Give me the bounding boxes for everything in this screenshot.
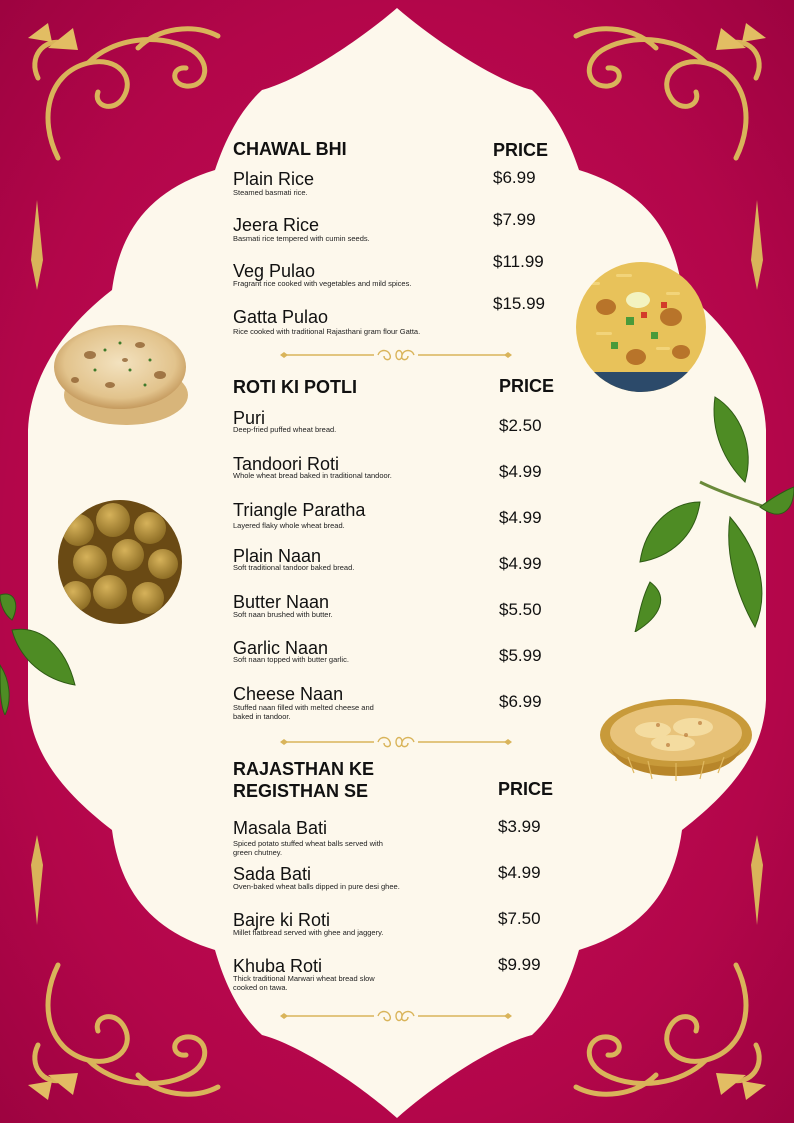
item-name: Khuba Roti bbox=[233, 956, 323, 976]
section-title-rajasthan-line2: REGISTHAN SE bbox=[233, 781, 369, 801]
tomato-leaf-right bbox=[630, 392, 794, 632]
item-price: $6.99 bbox=[499, 692, 542, 711]
gold-divider bbox=[280, 1008, 512, 1024]
section-title-roti: ROTI KI POTLI bbox=[233, 377, 357, 397]
item-name: Masala Bati bbox=[233, 818, 328, 838]
item-name: Butter Naan bbox=[233, 592, 330, 612]
item-description: Soft naan topped with butter garlic. bbox=[233, 655, 349, 664]
item-description: Deep-fried puffed wheat bread. bbox=[233, 425, 337, 434]
section-title-chawal: CHAWAL BHI bbox=[233, 139, 347, 159]
item-price: $4.99 bbox=[499, 508, 542, 527]
item-description: Stuffed naan filled with melted cheese and baked in tandoor. bbox=[233, 703, 374, 721]
item-name: Jeera Rice bbox=[233, 215, 320, 235]
gold-spike-left-bottom bbox=[30, 835, 44, 925]
item-description: Soft naan brushed with butter. bbox=[233, 610, 333, 619]
item-description: Whole wheat bread baked in traditional tandoor. bbox=[233, 471, 392, 480]
price-heading: PRICE bbox=[498, 779, 554, 799]
item-price: $15.99 bbox=[493, 294, 545, 313]
tomato-leaf-left bbox=[0, 585, 80, 715]
gold-divider bbox=[280, 347, 512, 363]
gold-spike-right-top bbox=[750, 200, 764, 290]
item-name: Garlic Naan bbox=[233, 638, 329, 658]
item-description: Thick traditional Marwari wheat bread slow cooked on tawa. bbox=[233, 974, 375, 992]
item-description: Rice cooked with traditional Rajasthani gram flour Gatta. bbox=[233, 327, 421, 336]
item-description: Fragrant rice cooked with vegetables and mild spices. bbox=[233, 279, 412, 288]
ornament-top-right bbox=[556, 18, 776, 178]
item-name: Bajre ki Roti bbox=[233, 910, 331, 930]
item-price: $7.99 bbox=[493, 210, 536, 229]
item-name: Plain Naan bbox=[233, 546, 322, 566]
item-description: Steamed basmati rice. bbox=[233, 188, 308, 197]
item-description: Oven-baked wheat balls dipped in pure desi ghee. bbox=[233, 882, 400, 891]
item-price: $5.99 bbox=[499, 646, 542, 665]
item-description: Soft traditional tandoor baked bread. bbox=[233, 563, 355, 572]
item-name: Sada Bati bbox=[233, 864, 312, 884]
price-heading: PRICE bbox=[493, 140, 549, 160]
item-price: $5.50 bbox=[499, 600, 542, 619]
item-price: $7.50 bbox=[498, 909, 541, 928]
cheese-naan-basket-photo bbox=[598, 695, 754, 787]
ornament-bottom-left bbox=[18, 945, 238, 1105]
item-price: $4.99 bbox=[499, 462, 542, 481]
item-name: Puri bbox=[233, 408, 266, 428]
item-description: Millet flatbread served with ghee and jaggery. bbox=[233, 928, 384, 937]
item-name: Gatta Pulao bbox=[233, 307, 329, 327]
price-heading: PRICE bbox=[499, 376, 555, 396]
gold-divider bbox=[280, 734, 512, 750]
item-price: $4.99 bbox=[498, 863, 541, 882]
item-price: $11.99 bbox=[493, 252, 544, 271]
naan-photo bbox=[50, 315, 190, 430]
item-name: Veg Pulao bbox=[233, 261, 316, 281]
item-price: $6.99 bbox=[493, 168, 536, 187]
item-description: Spiced potato stuffed wheat balls served with green chutney. bbox=[233, 839, 383, 857]
item-price: $4.99 bbox=[499, 554, 542, 573]
item-price: $9.99 bbox=[498, 955, 541, 974]
item-name: Triangle Paratha bbox=[233, 500, 366, 520]
item-name: Tandoori Roti bbox=[233, 454, 340, 474]
ornament-top-left bbox=[18, 18, 238, 178]
ornament-bottom-right bbox=[556, 945, 776, 1105]
gold-spike-right-bottom bbox=[750, 835, 764, 925]
item-price: $2.50 bbox=[499, 416, 542, 435]
gold-spike-left-top bbox=[30, 200, 44, 290]
item-description: Layered flaky whole wheat bread. bbox=[233, 521, 345, 530]
veg-pulao-photo bbox=[576, 262, 706, 392]
item-description: Basmati rice tempered with cumin seeds. bbox=[233, 234, 370, 243]
item-price: $3.99 bbox=[498, 817, 541, 836]
section-title-rajasthan-line1: RAJASTHAN KE bbox=[233, 759, 375, 779]
item-name: Cheese Naan bbox=[233, 684, 344, 704]
item-name: Plain Rice bbox=[233, 169, 315, 189]
